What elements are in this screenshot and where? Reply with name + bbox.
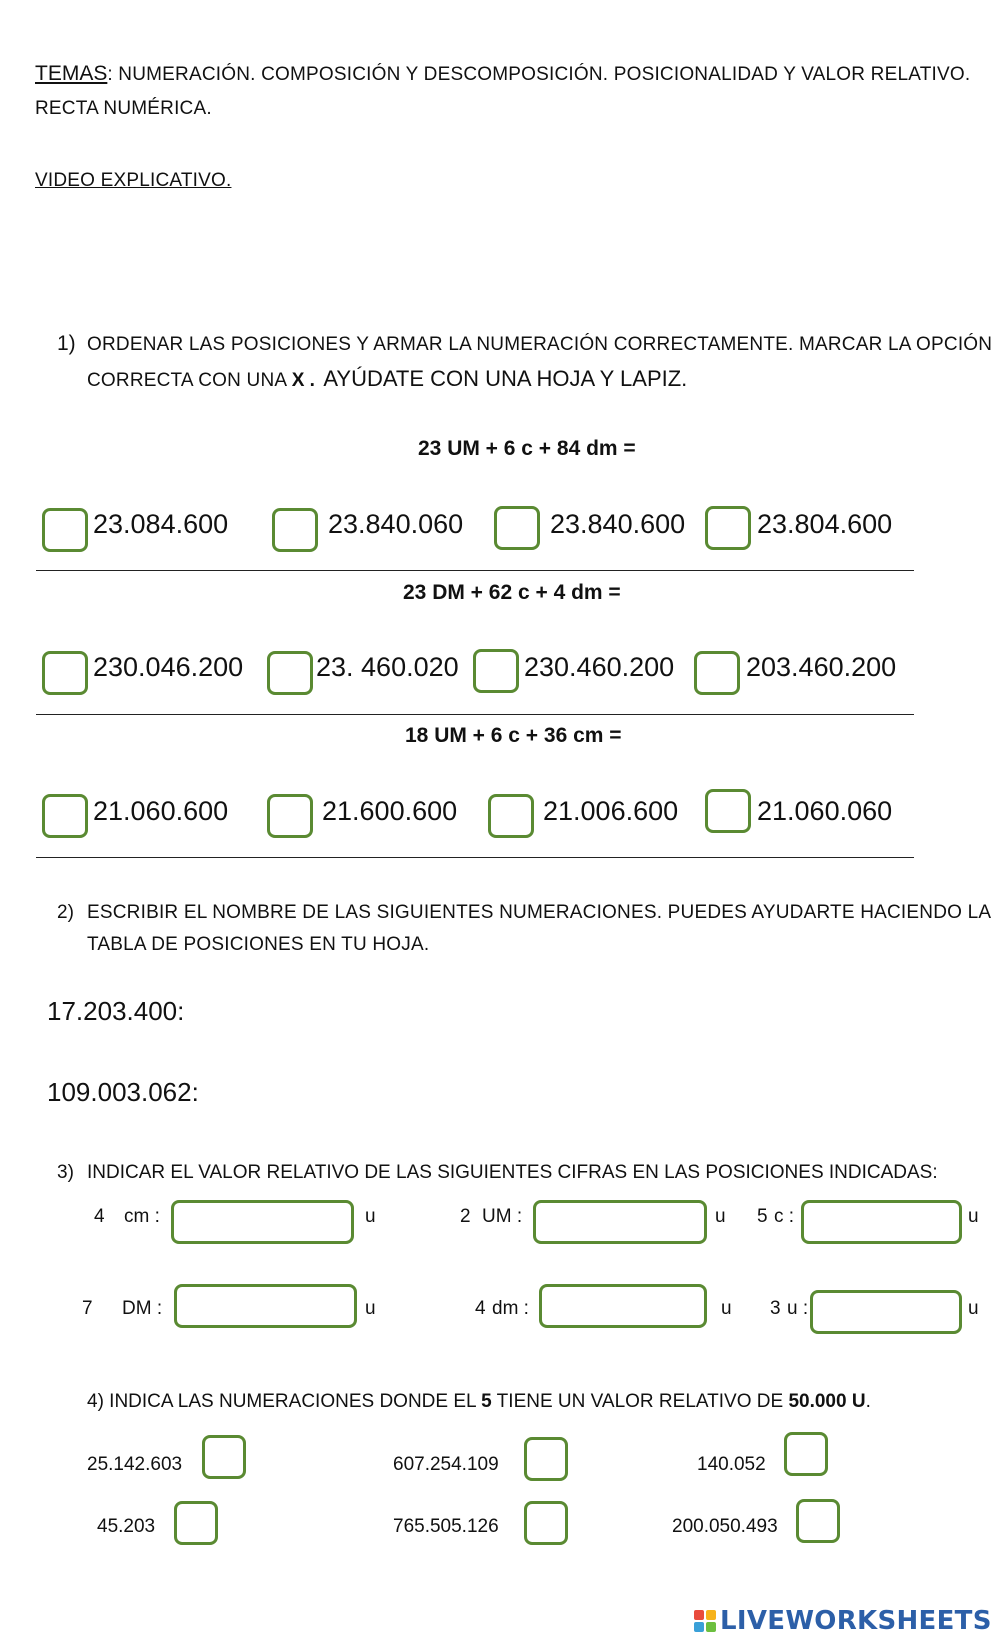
q3-unit-5: u (721, 1298, 732, 1319)
q3-unit-2: u (715, 1206, 726, 1227)
q4-number-5: 765.505.126 (393, 1516, 499, 1537)
temas-text: : NUMERACIÓN. COMPOSICIÓN Y DESCOMPOSICIÓN. POSICIONALIDAD Y VALOR RELATIVO. (107, 64, 971, 85)
q1-option-1a: 23.084.600 (93, 509, 229, 539)
q3-label-6: u : (787, 1298, 809, 1319)
q3-answer-field-6[interactable] (810, 1290, 962, 1334)
q3-label-1: cm : (124, 1206, 160, 1227)
q3-label-3: c : (774, 1206, 795, 1227)
q1-checkbox-3d[interactable] (705, 789, 751, 833)
q4-number-2: 607.254.109 (393, 1454, 499, 1475)
q1-checkbox-2a[interactable] (42, 651, 88, 695)
q1-equation-3: 18 UM + 6 c + 36 cm = (405, 724, 622, 747)
q3-number: 3) (57, 1162, 74, 1183)
q4-checkbox-1[interactable] (202, 1435, 246, 1479)
q4-checkbox-2[interactable] (524, 1437, 568, 1481)
q4-checkbox-4[interactable] (174, 1501, 218, 1545)
temas-line (35, 62, 970, 86)
q4-checkbox-6[interactable] (796, 1499, 840, 1543)
q3-answer-field-4[interactable] (174, 1284, 357, 1328)
q3-digit-3: 5 (757, 1206, 768, 1227)
q1-option-2c: 230.460.200 (524, 652, 675, 682)
q4-number-3: 140.052 (697, 1454, 766, 1475)
q3-unit-6: u (968, 1298, 979, 1319)
q4-text-e: . (865, 1391, 871, 1412)
q1-checkbox-3c[interactable] (488, 794, 534, 838)
q3-digit-4: 7 (82, 1298, 93, 1319)
q3-digit-6: 3 (770, 1298, 781, 1319)
q1-text-line2-b: AYÚDATE CON UNA HOJA Y LAPIZ. (323, 366, 688, 391)
logo-text: LIVEWORKSHEETS (720, 1606, 992, 1636)
q1-text-x: X . (291, 370, 315, 391)
q1-checkbox-1b[interactable] (272, 508, 318, 552)
q2-text-line2: TABLA DE POSICIONES EN TU HOJA. (87, 934, 430, 955)
q1-option-2b: 23. 460.020 (316, 652, 459, 682)
q1-checkbox-2c[interactable] (473, 649, 519, 693)
q3-unit-4: u (365, 1298, 376, 1319)
q1-option-3d: 21.060.060 (757, 796, 893, 826)
q1-option-3b: 21.600.600 (322, 796, 458, 826)
temas-text-2: RECTA NUMÉRICA. (35, 98, 212, 119)
q1-checkbox-1a[interactable] (42, 508, 88, 552)
video-link[interactable]: VIDEO EXPLICATIVO. (35, 170, 232, 191)
q1-option-2a: 230.046.200 (93, 652, 244, 682)
q3-answer-field-5[interactable] (539, 1284, 707, 1328)
q4-text-d: 50.000 U (788, 1391, 866, 1412)
q4-text (87, 1391, 871, 1413)
q3-label-5: dm : (492, 1298, 529, 1319)
q1-option-1d: 23.804.600 (757, 509, 893, 539)
liveworksheets-logo-icon (694, 1610, 716, 1632)
q1-option-1b: 23.840.060 (328, 509, 464, 539)
q1-checkbox-3a[interactable] (42, 794, 88, 838)
q3-unit-3: u (968, 1206, 979, 1227)
q1-number: 1) (57, 332, 76, 355)
q1-option-3c: 21.006.600 (543, 796, 679, 826)
q1-divider-2 (36, 714, 914, 715)
q2-number: 2) (57, 902, 74, 923)
q4-checkbox-5[interactable] (524, 1501, 568, 1545)
q2-number-2: 109.003.062: (47, 1077, 199, 1107)
q4-number-6: 200.050.493 (672, 1516, 778, 1537)
q4-checkbox-3[interactable] (784, 1432, 828, 1476)
q1-equation-2: 23 DM + 62 c + 4 dm = (403, 581, 621, 604)
q1-divider-3 (36, 857, 914, 858)
q3-answer-field-2[interactable] (533, 1200, 707, 1244)
q1-option-2d: 203.460.200 (746, 652, 897, 682)
q1-checkbox-1c[interactable] (494, 506, 540, 550)
q3-answer-field-3[interactable] (801, 1200, 962, 1244)
q3-digit-2: 2 (460, 1206, 471, 1227)
q1-text-line2 (87, 366, 687, 392)
q1-checkbox-2b[interactable] (267, 651, 313, 695)
q2-number-1: 17.203.400: (47, 996, 185, 1026)
q1-text-line2-a: CORRECTA CON UNA (87, 370, 292, 391)
q3-digit-5: 4 (475, 1298, 486, 1319)
q3-unit-1: u (365, 1206, 376, 1227)
temas-label: TEMAS (35, 62, 108, 85)
q1-option-1c: 23.840.600 (550, 509, 686, 539)
q1-checkbox-1d[interactable] (705, 506, 751, 550)
q2-text-line1: ESCRIBIR EL NOMBRE DE LAS SIGUIENTES NUMERACIONES. PUEDES AYUDARTE HACIENDO LA (87, 902, 992, 923)
liveworksheets-logo[interactable] (694, 1606, 992, 1636)
q1-checkbox-2d[interactable] (694, 651, 740, 695)
q4-text-a: 4) INDICA LAS NUMERACIONES DONDE EL (87, 1391, 482, 1412)
q1-text-line1: ORDENAR LAS POSICIONES Y ARMAR LA NUMERACIÓN CORRECTAMENTE. MARCAR LA OPCIÓN (87, 334, 993, 355)
q3-label-2: UM : (482, 1206, 523, 1227)
q1-divider-1 (36, 570, 914, 571)
q3-answer-field-1[interactable] (171, 1200, 354, 1244)
q4-text-c: TIENE UN VALOR RELATIVO DE (491, 1391, 789, 1412)
q3-digit-1: 4 (94, 1206, 105, 1227)
q4-number-4: 45.203 (97, 1516, 156, 1537)
q1-option-3a: 21.060.600 (93, 796, 229, 826)
q1-equation-1: 23 UM + 6 c + 84 dm = (418, 437, 636, 460)
q3-label-4: DM : (122, 1298, 163, 1319)
q1-checkbox-3b[interactable] (267, 794, 313, 838)
q4-number-1: 25.142.603 (87, 1454, 183, 1475)
q3-text: INDICAR EL VALOR RELATIVO DE LAS SIGUIENTES CIFRAS EN LAS POSICIONES INDICADAS: (87, 1162, 938, 1183)
q4-text-b: 5 (481, 1391, 492, 1412)
